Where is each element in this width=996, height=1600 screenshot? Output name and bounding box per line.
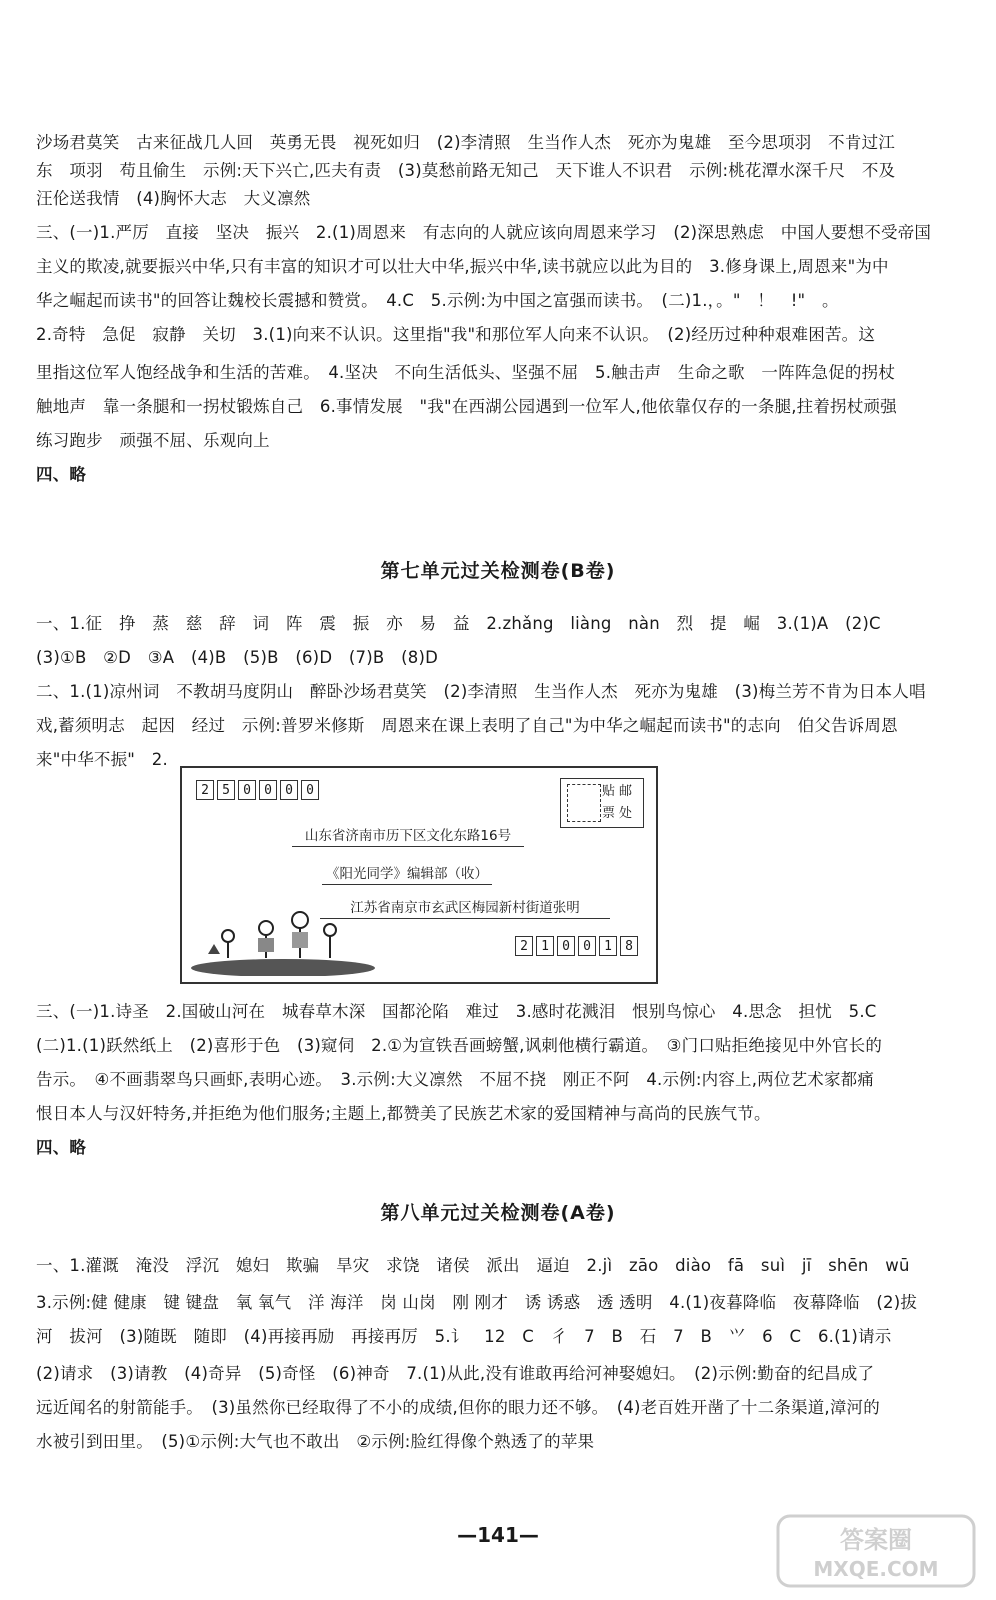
text-line: 戏,蓄须明志 起因 经过 示例:普罗米修斯 周恩来在课上表明了自己"为中华之崛起而读书"的志向 伯父告诉周恩 — [36, 716, 898, 735]
text-line: 触地声 靠一条腿和一拐杖锻炼自己 6.事情发展 "我"在西湖公园遇到一位军人,他依靠仅存的一条腿,拄着拐杖顽强 — [36, 397, 897, 416]
text-line: 华之崛起而读书"的回答让魏校长震撼和赞赏。 4.C 5.示例:为中国之富强而读书。 (二)1.，。" ！ !" 。 — [36, 291, 839, 310]
zip-digit: 0 — [557, 936, 575, 956]
zip-digit: 2 — [196, 780, 214, 800]
children-illustration — [188, 906, 378, 976]
text-line: 里指这位军人饱经战争和生活的苦难。 4.坚决 不向生活低头、坚强不屈 5.触击声 生命之歌 一阵阵急促的拐杖 — [36, 363, 896, 382]
sender-address: 江苏省南京市玄武区梅园新村街道张明 — [320, 898, 610, 919]
section-title-unit8a: 第八单元过关检测卷(A卷) — [380, 1202, 616, 1224]
zip-digit: 0 — [259, 780, 277, 800]
stamp-dashed-area — [567, 784, 601, 822]
text-line: 来"中华不振" 2. — [36, 750, 168, 769]
text-line: 二、1.(1)凉州词 不教胡马度阴山 醉卧沙场君莫笑 (2)李清照 生当作人杰 死亦为鬼雄 (3)梅兰芳不肯为日本人唱 — [36, 682, 926, 701]
zip-digit: 0 — [238, 780, 256, 800]
answer-block-unit8a — [36, 1252, 968, 1456]
answer-block-unit7b-cont — [36, 998, 968, 1162]
text-line: 一、1.征 挣 蒸 慈 辞 词 阵 震 振 亦 易 益 2.zhǎng liàng nàn 烈 提 崛 3.(1)A (2)C — [36, 614, 881, 633]
stamp-label: 贴邮票处 — [601, 784, 636, 821]
zip-digit: 0 — [280, 780, 298, 800]
zip-digit: 5 — [217, 780, 235, 800]
recipient-name: 《阳光同学》编辑部（收） — [322, 864, 492, 885]
zip-digit: 1 — [536, 936, 554, 956]
svg-text:MXQE.COM: MXQE.COM — [813, 1557, 939, 1581]
text-line: (二)1.(1)跃然纸上 (2)喜形于色 (3)窥伺 2.①为宣铁吾画螃蟹,讽刺他横行霸道。 ③门口贴拒绝接见中外官长的 — [36, 1036, 883, 1055]
zip-digit: 0 — [301, 780, 319, 800]
text-line: (3)①B ②D ③A (4)B (5)B (6)D (7)B (8)D — [36, 648, 438, 667]
svg-text:答案圈: 答案圈 — [840, 1526, 912, 1554]
text-line: 2.奇特 急促 寂静 关切 3.(1)向来不认识。这里指"我"和那位军人向来不认识。 (2)经历过种种艰难困苦。这 — [36, 325, 876, 344]
text-line: 水被引到田里。 (5)①示例:大气也不敢出 ②示例:脸红得像个熟透了的苹果 — [36, 1432, 595, 1451]
envelope-figure — [180, 766, 658, 984]
zip-digit: 8 — [620, 936, 638, 956]
answer-block-unit7b — [36, 610, 968, 774]
text-line: 四、略 — [36, 465, 87, 484]
zip-digit: 1 — [599, 936, 617, 956]
text-line: 恨日本人与汉奸特务,并拒绝为他们服务;主题上,都赞美了民族艺术家的爱国精神与高尚的民族气节。 — [36, 1104, 771, 1123]
zip-digit: 2 — [515, 936, 533, 956]
text-line: 远近闻名的射箭能手。 (3)虽然你已经取得了不小的成绩,但你的眼力还不够。 (4)老百姓开凿了十二条渠道,漳河的 — [36, 1398, 880, 1417]
text-line: 主义的欺凌,就要振兴中华,只有丰富的知识才可以壮大中华,振兴中华,读书就应以此为目的 3.修身课上,周恩来"为中 — [36, 257, 889, 276]
text-line: 告示。 ④不画翡翠鸟只画虾,表明心迹。 3.示例:大义凛然 不屈不挠 刚正不阿 4.示例:内容上,两位艺术家都痛 — [36, 1070, 875, 1089]
text-line: 3.示例:健 健康 键 键盘 氧 氧气 洋 海洋 岗 山岗 刚 刚才 诱 诱惑 透 透明 4.(1)夜暮降临 夜幕降临 (2)拔 — [36, 1293, 918, 1312]
text-line: (2)请求 (3)请教 (4)奇异 (5)奇怪 (6)神奇 7.(1)从此,没有谁敢再给河神娶媳妇。 (2)示例:勤奋的纪昌成了 — [36, 1364, 875, 1383]
text-line: 河 拔河 (3)随既 随即 (4)再接再励 再接再厉 5.讠 12 C 彳 7 B 石 7 B ⺍ 6 C 6.(1)请示 — [36, 1327, 892, 1346]
text-line: 一、1.灌溉 淹没 浮沉 媳妇 欺骗 旱灾 求饶 诸侯 派出 逼迫 2.jì zāo diào fā suì jī shēn wū — [36, 1256, 910, 1275]
zip-digit: 0 — [578, 936, 596, 956]
recipient-address: 山东省济南市历下区文化东路16号 — [292, 826, 524, 847]
text-line: 汪伦送我情 (4)胸怀大志 大义凛然 — [36, 189, 311, 208]
text-line: 沙场君莫笑 古来征战几人回 英勇无畏 视死如归 (2)李清照 生当作人杰 死亦为鬼雄 至今思项羽 不肯过江 — [36, 133, 895, 152]
section-title-unit7b: 第七单元过关检测卷(B卷) — [380, 560, 616, 582]
watermark-logo — [776, 1512, 976, 1590]
answer-block-unit7a-cont — [36, 129, 968, 489]
text-line: 东 项羽 苟且偷生 示例:天下兴亡,匹夫有责 (3)莫愁前路无知己 天下谁人不识君 示例:桃花潭水深千尺 不及 — [36, 161, 896, 180]
stamp-box — [560, 778, 644, 828]
recipient-zip-code — [515, 936, 638, 956]
page-number: —141— — [457, 1523, 539, 1547]
text-line: 四、略 — [36, 1138, 87, 1157]
sender-zip-code — [196, 780, 319, 800]
text-line: 练习跑步 顽强不屈、乐观向上 — [36, 431, 270, 450]
text-line: 三、(一)1.严厉 直接 坚决 振兴 2.(1)周恩来 有志向的人就应该向周恩来学习 (2)深思熟虑 中国人要想不受帝国 — [36, 223, 932, 242]
text-line: 三、(一)1.诗圣 2.国破山河在 城春草木深 国都沦陷 难过 3.感时花溅泪 恨别鸟惊心 4.思念 担忧 5.C — [36, 1002, 877, 1021]
